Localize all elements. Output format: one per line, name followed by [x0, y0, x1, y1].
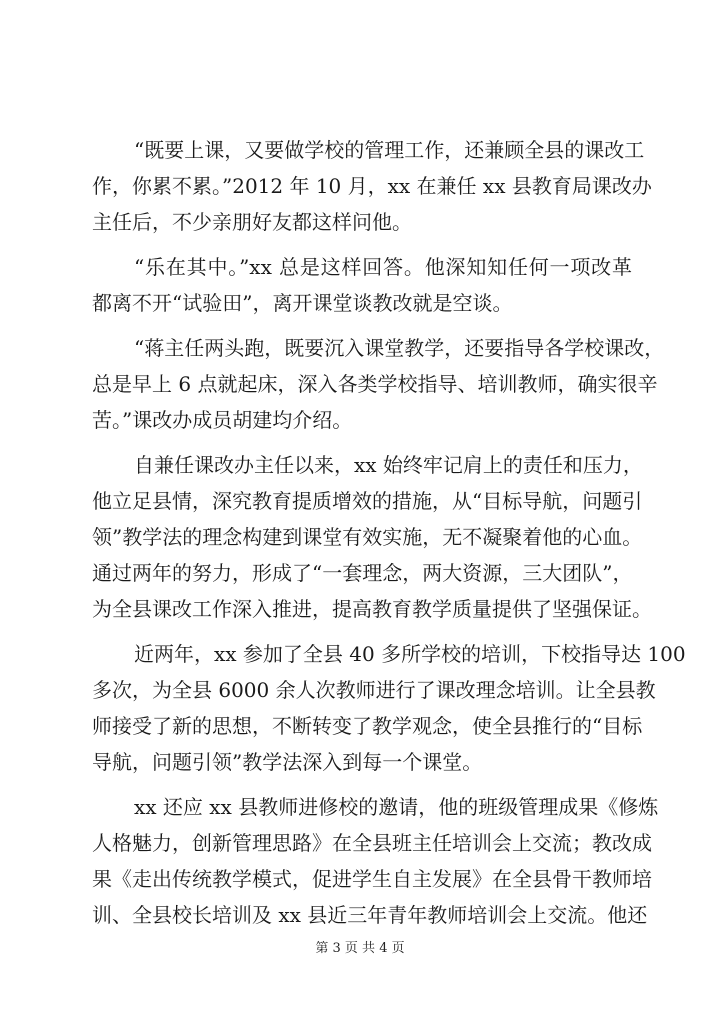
paragraph-6: [92, 789, 659, 933]
text-line: 多次，为全县 6000 余人次教师进行了课改理念培训。让全县教: [92, 678, 656, 702]
text-line: 通过两年的努力，形成了“一套理念，两大资源，三大团队”，: [92, 561, 633, 585]
paragraph-2: [92, 249, 632, 321]
text-line: 为全县课改工作深入推进，提高教育教学质量提供了坚强保证。: [92, 597, 652, 621]
text-line: 近两年，xx 参加了全县 40 多所学校的培训，下校指导达 100: [134, 642, 686, 666]
text-line: “既要上课，又要做学校的管理工作，还兼顾全县的课改工: [134, 138, 645, 162]
text-line: 主任后，不少亲朋好友都这样问他。: [92, 210, 412, 234]
text-line: “乐在其中。”xx 总是这样回答。他深知知任何一项改革: [134, 255, 632, 279]
paragraph-4: [92, 447, 652, 627]
text-line: 果《走出传统教学模式，促进学生自主发展》在全县骨干教师培: [92, 867, 652, 891]
text-line: 苦。”课改办成员胡建均介绍。: [92, 408, 353, 432]
text-line: 都离不开“试验田”，离开课堂谈教改就是空谈。: [92, 291, 513, 315]
text-line: 他立足县情，深究教育提质增效的措施，从“目标导航，问题引: [92, 489, 643, 513]
body-text: [92, 132, 686, 942]
paragraph-1: [92, 132, 652, 240]
text-line: 领”教学法的理念构建到课堂有效实施，无不凝聚着他的心血。: [92, 525, 643, 549]
text-line: 自兼任课改办主任以来，xx 始终牢记肩上的责任和压力，: [134, 453, 643, 477]
text-line: 人格魅力，创新管理思路》在全县班主任培训会上交流；教改成: [92, 831, 652, 855]
text-line: xx 还应 xx 县教师进修校的邀请，他的班级管理成果《修炼: [134, 795, 659, 819]
paragraph-3: [92, 330, 665, 438]
text-line: 总是早上 6 点就起床，深入各类学校指导、培训教师，确实很辛: [92, 372, 658, 396]
paragraph-5: [92, 636, 686, 780]
page-number-footer: 第 3 页 共 4 页: [315, 941, 405, 956]
text-line: 作，你累不累。”2012 年 10 月，xx 在兼任 xx 县教育局课改办: [92, 174, 652, 198]
text-line: 训、全县校长培训及 xx 县近三年青年教师培训会上交流。他还: [92, 903, 648, 927]
text-line: 师接受了新的思想，不断转变了教学观念，使全县推行的“目标: [92, 714, 643, 738]
text-line: “蒋主任两头跑，既要沉入课堂教学，还要指导各学校课改，: [134, 336, 665, 360]
text-line: 导航，问题引领”教学法深入到每一个课堂。: [92, 750, 483, 774]
